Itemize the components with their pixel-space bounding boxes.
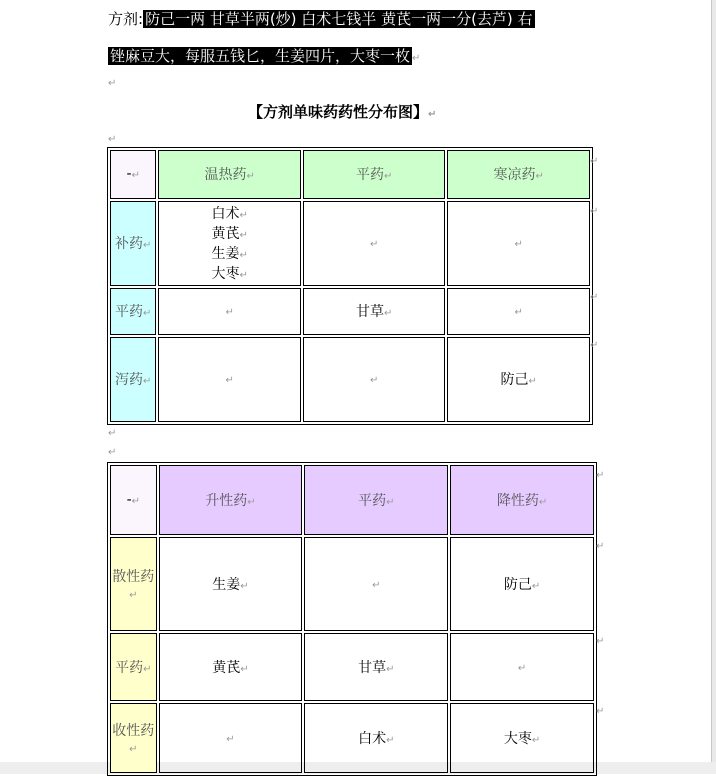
window-gutter (712, 0, 716, 774)
row-end-mark: ↵ (590, 206, 599, 217)
table-cell[interactable]: 防己↵ (450, 537, 594, 631)
table-cell[interactable]: 生姜↵ (159, 537, 303, 631)
paragraph-mark: ↵ (108, 134, 117, 145)
table-cell[interactable]: ↵ (303, 201, 446, 286)
row-header: 补药↵ (110, 201, 156, 286)
herb-item: 生姜 (212, 577, 241, 593)
title-text: 【方剂单味药药性分布图】 (248, 103, 429, 121)
herb-item: 大枣↵ (211, 266, 248, 283)
paragraph-mark: ↵ (412, 53, 421, 64)
table-cell[interactable]: ↵ (447, 288, 590, 335)
row-end-mark: ↵ (596, 706, 605, 717)
herb-item: 黄芪 (212, 660, 241, 676)
row-header: 泻药↵ (110, 337, 156, 422)
paragraph-mark: ↵ (108, 78, 117, 89)
table-cell[interactable]: 大枣↵ (450, 703, 594, 773)
herb-item: 黄芪↵ (211, 226, 248, 243)
table-cell[interactable]: 甘草↵ (303, 288, 446, 335)
column-header: 温热药↵ (158, 150, 301, 199)
herb-item: 生姜↵ (211, 246, 248, 263)
table-cell[interactable]: 黄芪↵ (159, 633, 303, 701)
herb-item: 防己 (503, 577, 532, 593)
column-header: 降性药↵ (450, 465, 594, 535)
row-header: 收性药↵ (110, 703, 157, 773)
row-header: 平药↵ (110, 633, 157, 701)
paragraph-mark: ↵ (108, 428, 117, 439)
paragraph-mark: ↵ (428, 109, 437, 120)
prescription-label: 方剂: (108, 10, 144, 28)
table-cell[interactable] (158, 201, 301, 286)
herb-item: 大枣 (503, 731, 532, 747)
table-cell[interactable]: 防己↵ (447, 337, 590, 422)
table-cell[interactable]: 甘草↵ (304, 633, 448, 701)
column-header: 寒凉药↵ (447, 150, 590, 199)
table-corner-cell: -↵ (110, 465, 157, 535)
row-header: 平药↵ (110, 288, 156, 335)
row-end-mark: ↵ (596, 541, 605, 552)
row-end-mark: ↵ (590, 156, 599, 167)
column-header: 平药↵ (304, 465, 448, 535)
herb-item: 甘草 (358, 660, 387, 676)
row-end-mark: ↵ (596, 470, 605, 481)
prescription-line-1 (108, 8, 535, 30)
prescription-text-2[interactable]: 锉麻豆大，每服五钱匕，生姜四片，大枣一枚 (110, 47, 411, 65)
document-title (248, 101, 436, 122)
row-header: 散性药↵ (110, 537, 157, 631)
column-header: 升性药↵ (159, 465, 303, 535)
table-cell[interactable]: ↵ (304, 537, 448, 631)
table-cell[interactable]: ↵ (159, 703, 303, 773)
table-corner-cell: -↵ (110, 150, 156, 199)
table-cell[interactable]: ↵ (450, 633, 594, 701)
row-end-mark: ↵ (590, 340, 599, 351)
table-cell[interactable]: ↵ (447, 201, 590, 286)
herb-item: 白术 (358, 731, 387, 747)
row-end-mark: ↵ (590, 292, 599, 303)
herb-item: 甘草 (356, 304, 385, 321)
table-warm-cold (107, 147, 593, 425)
column-header: 平药↵ (303, 150, 446, 199)
prescription-line-2 (108, 45, 420, 70)
table-cell[interactable]: ↵ (303, 337, 446, 422)
table-cell[interactable]: ↵ (158, 288, 301, 335)
table-rising-falling (107, 462, 597, 776)
paragraph-mark: ↵ (108, 447, 117, 458)
row-end-mark: ↵ (596, 636, 605, 647)
table-cell[interactable]: ↵ (158, 337, 301, 422)
herb-item: 防己 (500, 372, 529, 389)
herb-item: 白术↵ (211, 206, 248, 223)
table-cell[interactable]: 白术↵ (304, 703, 448, 773)
prescription-text-1[interactable]: 防己一两 甘草半两(炒) 白术七钱半 黄芪一两一分(去芦) 右 (145, 10, 533, 28)
